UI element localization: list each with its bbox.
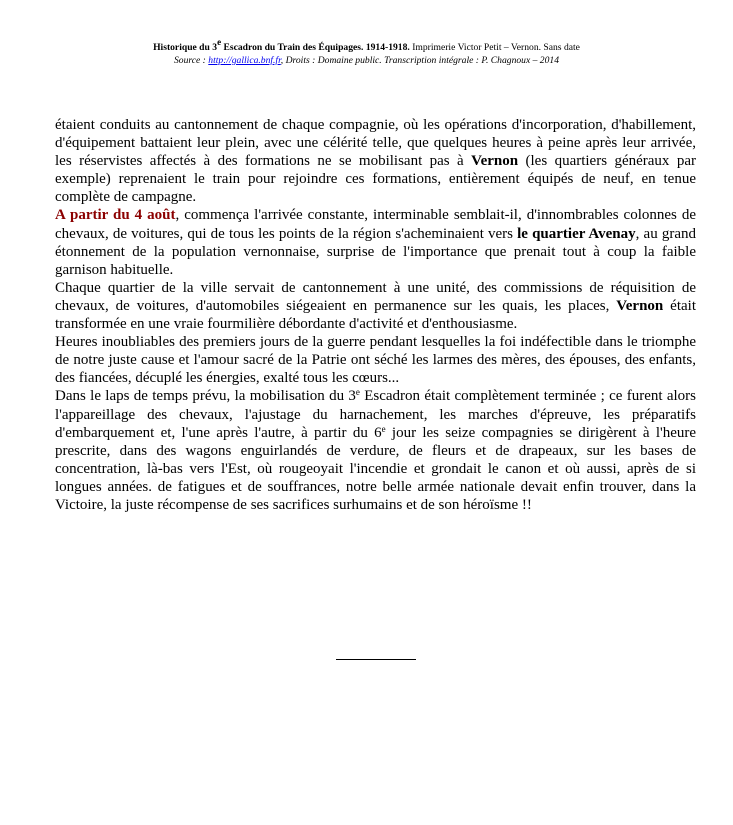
header-publisher: Imprimerie Victor Petit – Vernon. Sans date: [409, 42, 580, 53]
place-name: le quartier Avenay: [517, 225, 636, 242]
text-run: Dans le laps de temps prévu, la mobilisation du 3: [55, 388, 356, 405]
text-run: , commença l'arrivée constante, interminable semblait-il, d'innombrables colonnes de chevaux, de voitures, qui de tous les points de la région s'acheminaient vers: [55, 207, 696, 242]
end-divider: [336, 659, 416, 660]
paragraph-2: [55, 206, 696, 278]
source-link[interactable]: http://gallica.bnf.fr: [208, 55, 281, 66]
header-title-part: Historique du 3: [153, 42, 218, 53]
text-run: Chaque quartier de la ville servait de cantonnement à une unité, des commissions de réquisition de chevaux, de voitures, d'automobiles siégeaient en permanence sur les quais, les places,: [55, 279, 696, 314]
text-run: étaient conduits au cantonnement de chaque compagnie, où les opérations d'incorporation, d'habillement, d'équipement battaient leur plein, avec une célérité telle, que quelques heures à peine après leur arrivée, les réservistes affectés à des formations ne se mobilisant pas à: [55, 117, 696, 170]
place-name: Vernon: [471, 153, 519, 170]
header-title-sup: e: [217, 37, 222, 47]
highlighted-date: A partir du 4 août: [55, 207, 176, 224]
header-title-main: [153, 37, 410, 53]
text-run: (les quartiers généraux par exemple) reprenaient le train pour rejoindre ces formations, entièrement équipés de neuf, en tenue complète de campagne.: [55, 153, 696, 206]
superscript: e: [381, 423, 386, 434]
header-title-part: Escadron du Train des Équipages. 1914-1918.: [221, 42, 410, 53]
header-source: [0, 54, 733, 67]
place-name: Vernon: [616, 297, 664, 314]
text-run: était transformée en une vraie fourmilière débordante d'activité et d'enthousiasme.: [55, 297, 696, 333]
document-header: [0, 37, 733, 67]
document-body: [55, 116, 696, 514]
text-run: jour les seize compagnies se dirigèrent à l'heure prescrite, dans des wagons enguirlandés de verdure, de fleurs et de drapeaux, sur les bases de concentration, là-bas vers l'Est, où rougeoyait l'incendie et grondait le canon et où aussi, après de si longues années. de fatigues et de souffrances, notre belle armée nationale devait enfin trouver, dans la Victoire, la juste récompense de ses sacrifices surhumains et de son héroïsme !!: [55, 424, 697, 513]
paragraph-3: [55, 279, 696, 333]
paragraph-1: [55, 116, 696, 206]
source-label: Source :: [174, 55, 209, 66]
superscript: e: [355, 387, 360, 398]
header-title: [0, 37, 733, 54]
source-rights: , Droits : Domaine public. Transcription intégrale : P. Chagnoux – 2014: [280, 55, 559, 66]
paragraph-4: Heures inoubliables des premiers jours de la guerre pendant lesquelles la foi indéfectible dans le triomphe de notre juste cause et l'amour sacré de la Patrie ont séché les larmes des mères, des épouses, des enfants, des fiancées, décuplé les énergies, exalté tous les cœurs...: [55, 334, 696, 387]
text-run: Escadron était complètement terminée ; ce furent alors l'appareillage des chevaux, l'ajustage du harnachement, les marches d'épreuve, les préparatifs d'embarquement et, l'une après l'autre, à partir du 6: [55, 388, 697, 441]
text-run: , au grand étonnement de la population vernonnaise, surprise de l'importance que prenait tout à coup la faible garnison habituelle.: [55, 225, 696, 278]
paragraph-5: [55, 387, 696, 514]
